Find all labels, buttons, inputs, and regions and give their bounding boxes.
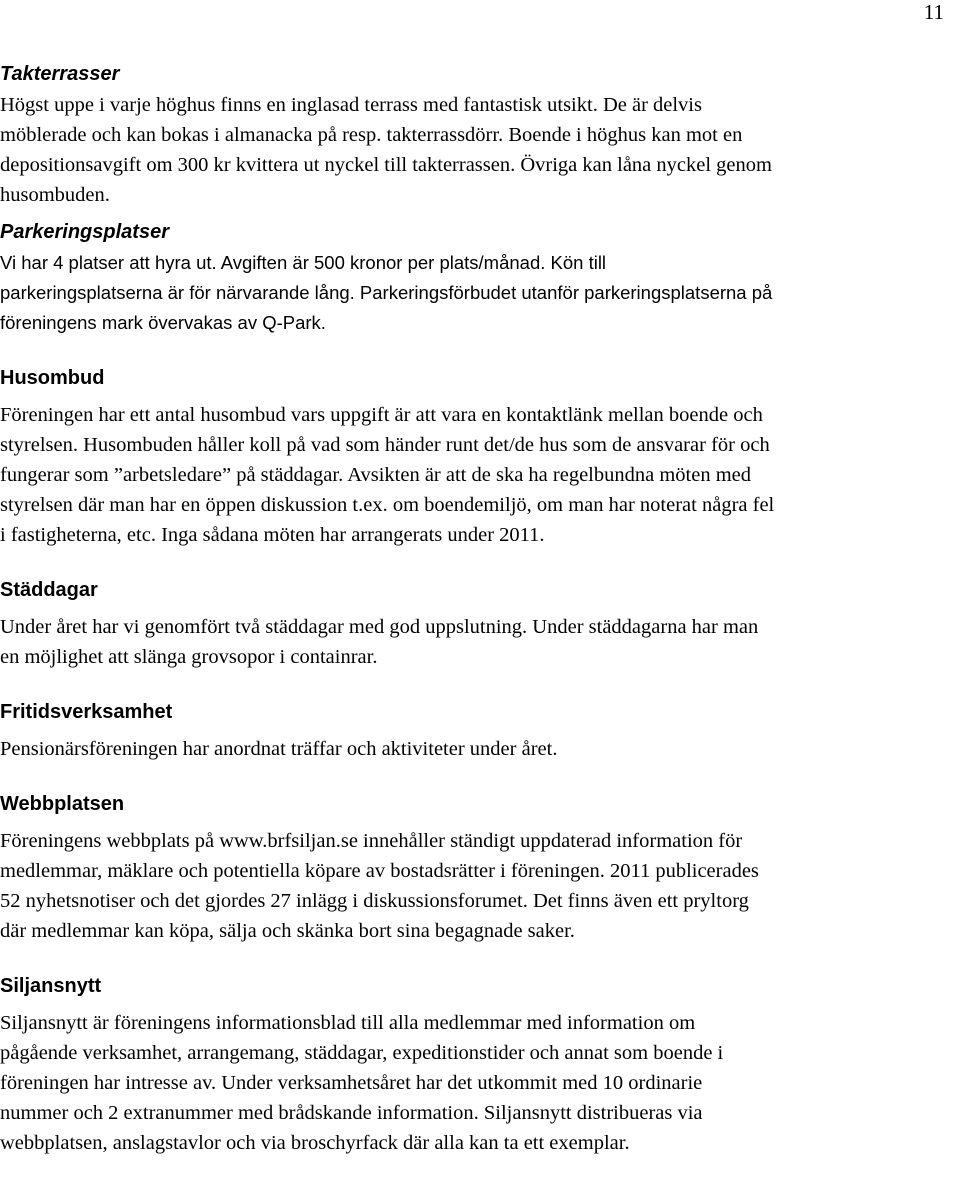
section-siljansnytt	[0, 974, 958, 1158]
section-heading: Husombud	[0, 367, 105, 389]
text-line: parkeringsplatserna är för närvarande lång. Parkeringsförbudet utanför parkeringsplatserna på	[0, 282, 773, 303]
section-heading: Takterrasser	[0, 63, 120, 85]
text-line: Högst uppe i varje höghus finns en inglasad terrass med fantastisk utsikt. De är delvis	[0, 94, 702, 116]
section-paragraph	[0, 400, 958, 550]
text-line: husombuden.	[0, 184, 110, 206]
text-line: depositionsavgift om 300 kr kvittera ut nyckel till takterrassen. Övriga kan låna nyckel genom	[0, 154, 772, 176]
section-heading: Siljansnytt	[0, 975, 102, 997]
section-parkeringsplatser	[0, 220, 958, 338]
text-line: 52 nyhetsnotiser och det gjordes 27 inlägg i diskussionsforumet. Det finns även ett pryltorg	[0, 890, 749, 912]
text-line: nummer och 2 extranummer med brådskande information. Siljansnytt distribueras via	[0, 1102, 703, 1124]
section-paragraph	[0, 90, 958, 210]
section-heading: Fritidsverksamhet	[0, 701, 173, 723]
text-line: styrelsen. Husombuden håller koll på vad som händer runt det/de hus som de ansvarar för och	[0, 434, 770, 456]
section-webbplatsen	[0, 792, 958, 946]
section-fritidsverksamhet	[0, 700, 958, 764]
section-paragraph	[0, 1008, 958, 1158]
text-line: medlemmar, mäklare och potentiella köpare av bostadsrätter i föreningen. 2011 publicerades	[0, 860, 759, 882]
text-line: Pensionärsföreningen har anordnat träffar och aktiviteter under året.	[0, 738, 558, 760]
text-line: fungerar som ”arbetsledare” på städdagar. Avsikten är att de ska ha regelbundna möten med	[0, 464, 751, 486]
text-line: pågående verksamhet, arrangemang, städdagar, expeditionstider och annat som boende i	[0, 1042, 724, 1064]
section-paragraph	[0, 612, 958, 672]
text-line: en möjlighet att slänga grovsopor i containrar.	[0, 646, 378, 668]
text-line: föreningen har intresse av. Under verksamhetsåret har det utkommit med 10 ordinarie	[0, 1072, 703, 1094]
text-line: Föreningens webbplats på www.brfsiljan.se innehåller ständigt uppdaterad information för	[0, 830, 743, 852]
section-paragraph	[0, 826, 958, 946]
section-paragraph	[0, 248, 958, 338]
text-line: Siljansnytt är föreningens informationsblad till alla medlemmar med information om	[0, 1012, 696, 1034]
section-takterrasser	[0, 62, 958, 210]
text-line: där medlemmar kan köpa, sälja och skänka bort sina begagnade saker.	[0, 920, 575, 942]
section-heading: Webbplatsen	[0, 793, 125, 815]
text-line: Vi har 4 platser att hyra ut. Avgiften är 500 kronor per plats/månad. Kön till	[0, 252, 607, 273]
text-line: webbplatsen, anslagstavlor och via broschyrfack där alla kan ta ett exemplar.	[0, 1132, 630, 1154]
text-line: styrelsen där man har en öppen diskussion t.ex. om boendemiljö, om man har noterat några fel	[0, 494, 775, 516]
document-body	[0, 62, 958, 1158]
text-line: föreningens mark övervakas av Q-Park.	[0, 312, 326, 333]
text-line: Föreningen har ett antal husombud vars uppgift är att vara en kontaktlänk mellan boende och	[0, 404, 763, 426]
section-heading: Parkeringsplatser	[0, 221, 169, 243]
section-staddagar	[0, 578, 958, 672]
text-line: möblerade och kan bokas i almanacka på resp. takterrassdörr. Boende i höghus kan mot en	[0, 124, 743, 146]
section-husombud	[0, 366, 958, 550]
section-paragraph	[0, 734, 958, 764]
section-heading: Städdagar	[0, 579, 98, 601]
text-line: i fastigheterna, etc. Inga sådana möten har arrangerats under 2011.	[0, 524, 545, 546]
text-line: Under året har vi genomfört två städdagar med god uppslutning. Under städdagarna har man	[0, 616, 759, 638]
page-number: 11	[923, 0, 944, 24]
